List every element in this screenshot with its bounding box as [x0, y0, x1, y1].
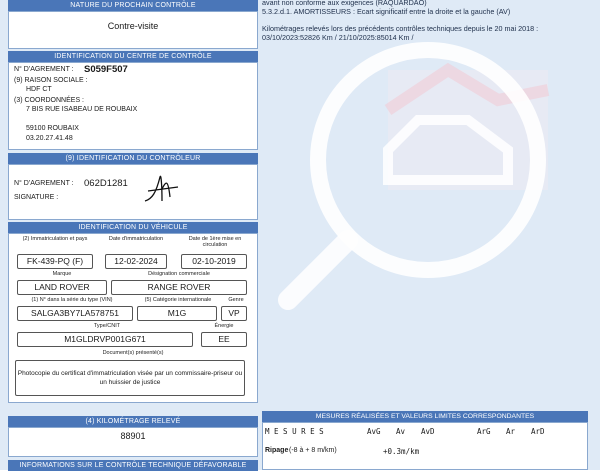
col-arg: ArG [477, 427, 491, 436]
type-field: M1GLDRVP001G671 [17, 332, 193, 347]
designation-label: Désignation commerciale [148, 271, 210, 277]
col-avg: AvG [367, 427, 381, 436]
col-av: Av [396, 427, 406, 436]
categorie-label: (5) Catégorie internationale [144, 297, 212, 303]
ripage-measure: +0.3m/km [383, 447, 420, 456]
date-immat-label: Date d'immatriculation [108, 236, 164, 242]
prochain-value: Contre-visite [107, 21, 159, 31]
genre-field: VP [221, 306, 247, 321]
defaut-line-0: avant non conforme aux exigences (RAQUARDAO) [262, 0, 427, 7]
ville: 59100 ROUBAIX [26, 125, 79, 132]
ripage-label: Ripage [265, 447, 289, 454]
defaut-line-1: 5.3.2.d.1. AMORTISSEURS : Ecart significatif entre la droite et la gauche (AV) [262, 7, 511, 16]
energie-label: Énergie [214, 323, 234, 329]
date-circ-field: 02-10-2019 [181, 254, 247, 269]
centre-agrement-label: N° D'AGREMENT : [14, 66, 74, 73]
energie-field: EE [201, 332, 247, 347]
infos-header: INFORMATIONS SUR LE CONTRÔLE TECHNIQUE DÉFAVORABLE [8, 460, 258, 471]
kilometrage-box [8, 427, 258, 457]
mesures-title: M E S U R E S [265, 427, 324, 436]
date-circ-label: Date de 1ère mise en circulation [188, 236, 242, 248]
docs-field: Photocopie du certificat d'immatriculation visée par un commissaire-priseur ou un huissier de justice [15, 360, 245, 396]
vin-label: (1) N° dans la série du type (VIN) [31, 297, 113, 303]
col-avd: AvD [421, 427, 435, 436]
date-immat-field: 12-02-2024 [105, 254, 167, 269]
raison-label: (9) RAISON SOCIALE : [14, 77, 88, 84]
immat-label: (2) Immatriculation et pays [22, 236, 88, 242]
vin-field: SALGA3BY7LA578751 [17, 306, 133, 321]
marque-field: LAND ROVER [17, 280, 107, 295]
kilometrage-value: 88901 [120, 431, 146, 441]
controleur-agrement-label: N° D'AGREMENT : [14, 180, 74, 187]
immat-field: FK-439-PQ (F) [17, 254, 93, 269]
watermark-magnifier-icon [268, 30, 584, 400]
mesures-header: MESURES RÉALISÉES ET VALEURS LIMITES CORRESPONDANTES [262, 411, 588, 422]
designation-field: RANGE ROVER [111, 280, 247, 295]
controleur-agrement: 062D1281 [84, 178, 128, 189]
marque-label: Marque [52, 271, 72, 277]
genre-label: Genre [228, 297, 244, 303]
signature-label: SIGNATURE : [14, 194, 59, 201]
prochain-box [8, 11, 258, 49]
vehicule-box [8, 233, 258, 403]
ripage-limits: (-8 à + 8 m/km) [289, 447, 337, 454]
vehicule-header: IDENTIFICATION DU VÉHICULE [8, 222, 258, 233]
signature-image [142, 171, 182, 205]
controleur-header: (9) IDENTIFICATION DU CONTRÔLEUR [8, 153, 258, 164]
coord-label: (3) COORDONNÉES : [14, 97, 85, 104]
col-ar: Ar [506, 427, 516, 436]
mesures-box [262, 422, 588, 470]
col-ard: ArD [531, 427, 545, 436]
telephone: 03.20.27.41.48 [26, 135, 73, 142]
centre-box [8, 62, 258, 150]
controleur-box [8, 164, 258, 220]
centre-agrement: S059F507 [84, 64, 128, 75]
km-history-values: 03/10/2023:52826 Km / 21/10/2025:85014 Km / [262, 33, 414, 42]
docs-label: Document(s) présenté(s) [102, 350, 164, 356]
centre-header: IDENTIFICATION DU CENTRE DE CONTRÔLE [8, 51, 258, 62]
adresse: 7 BIS RUE ISABEAU DE ROUBAIX [26, 106, 138, 113]
categorie-field: M1G [137, 306, 217, 321]
kilometrage-header: (4) KILOMÉTRAGE RELEVÉ [8, 416, 258, 427]
prochain-header: NATURE DU PROCHAIN CONTRÔLE [8, 0, 258, 11]
raison: HDF CT [26, 86, 52, 93]
km-history-title: Kilométrages relevés lors des précédents contrôles techniques depuis le 20 mai 2018 : [262, 24, 539, 33]
type-label: Type/CNIT [93, 323, 121, 329]
